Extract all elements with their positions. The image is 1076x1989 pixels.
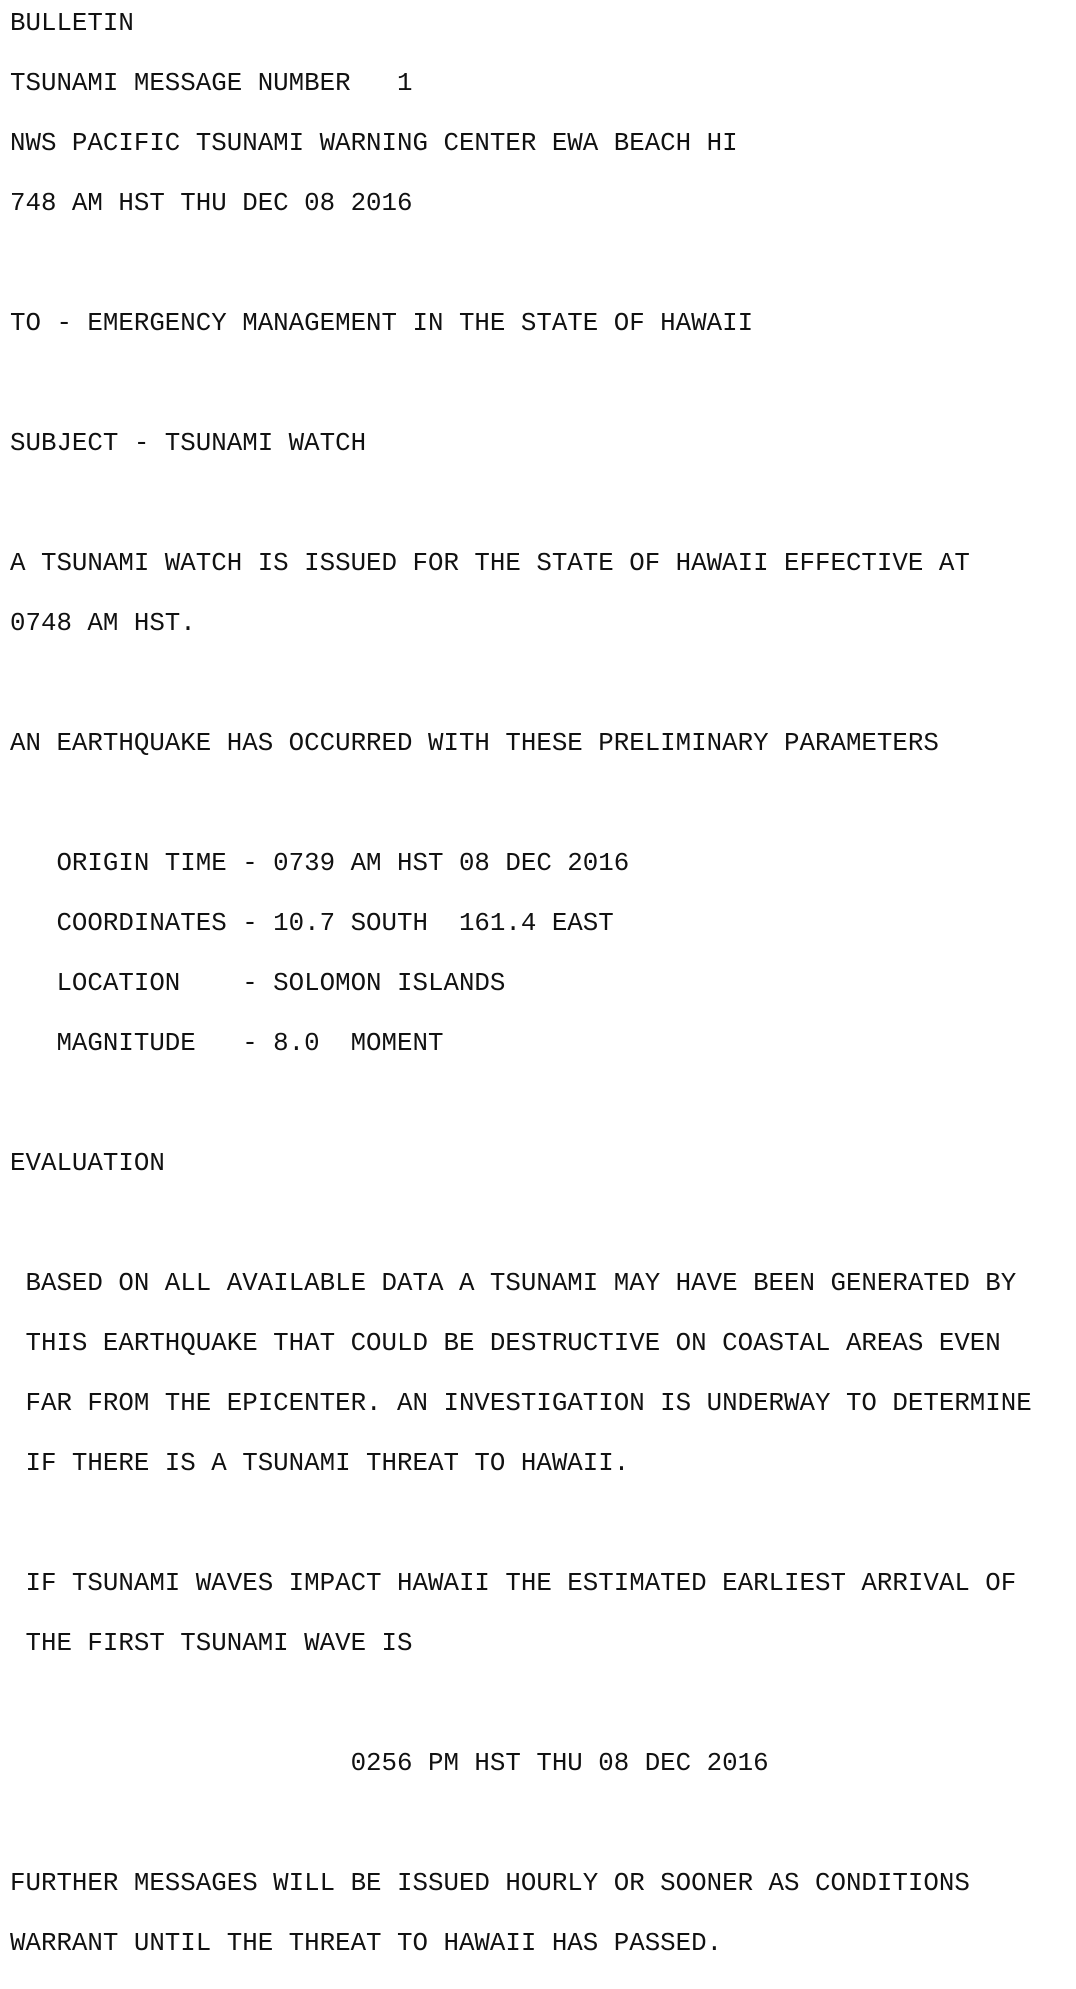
blank-line [10, 789, 1032, 819]
param-magnitude: MAGNITUDE - 8.0 MOMENT [10, 1029, 444, 1058]
evaluation-text: BASED ON ALL AVAILABLE DATA A TSUNAMI MAY HAVE BEEN GENERATED BY [10, 1269, 1017, 1298]
evaluation-text: THIS EARTHQUAKE THAT COULD BE DESTRUCTIVE ON COASTAL AREAS EVEN [10, 1329, 1001, 1358]
blank-line [10, 1689, 1032, 1719]
issuing-center: NWS PACIFIC TSUNAMI WARNING CENTER EWA BEACH HI [10, 129, 738, 158]
param-coordinates: COORDINATES - 10.7 SOUTH 161.4 EAST [10, 909, 614, 938]
blank-line [10, 1809, 1032, 1839]
evaluation-text: IF THERE IS A TSUNAMI THREAT TO HAWAII. [10, 1449, 630, 1478]
bulletin-header: BULLETIN [10, 9, 134, 38]
param-location: LOCATION - SOLOMON ISLANDS [10, 969, 506, 998]
message-number: TSUNAMI MESSAGE NUMBER 1 [10, 69, 413, 98]
blank-line [10, 249, 1032, 279]
blank-line [10, 1089, 1032, 1119]
watch-statement: A TSUNAMI WATCH IS ISSUED FOR THE STATE OF HAWAII EFFECTIVE AT [10, 549, 970, 578]
evaluation-text: FAR FROM THE EPICENTER. AN INVESTIGATION IS UNDERWAY TO DETERMINE [10, 1389, 1032, 1418]
subject-line: SUBJECT - TSUNAMI WATCH [10, 429, 367, 458]
tsunami-bulletin [10, 9, 1032, 1989]
blank-line [10, 1209, 1032, 1239]
arrival-text: THE FIRST TSUNAMI WAVE IS [10, 1629, 413, 1658]
recipient-line: TO - EMERGENCY MANAGEMENT IN THE STATE OF HAWAII [10, 309, 754, 338]
arrival-text: IF TSUNAMI WAVES IMPACT HAWAII THE ESTIMATED EARLIEST ARRIVAL OF [10, 1569, 1017, 1598]
blank-line [10, 1509, 1032, 1539]
issue-time: 748 AM HST THU DEC 08 2016 [10, 189, 413, 218]
arrival-time: 0256 PM HST THU 08 DEC 2016 [10, 1749, 769, 1778]
watch-statement: 0748 AM HST. [10, 609, 196, 638]
blank-line [10, 489, 1032, 519]
param-origin-time: ORIGIN TIME - 0739 AM HST 08 DEC 2016 [10, 849, 630, 878]
blank-line [10, 669, 1032, 699]
evaluation-heading: EVALUATION [10, 1149, 165, 1178]
blank-line [10, 369, 1032, 399]
earthquake-intro: AN EARTHQUAKE HAS OCCURRED WITH THESE PRELIMINARY PARAMETERS [10, 729, 939, 758]
closing-text: WARRANT UNTIL THE THREAT TO HAWAII HAS PASSED. [10, 1929, 723, 1958]
closing-text: FURTHER MESSAGES WILL BE ISSUED HOURLY OR SOONER AS CONDITIONS [10, 1869, 970, 1898]
